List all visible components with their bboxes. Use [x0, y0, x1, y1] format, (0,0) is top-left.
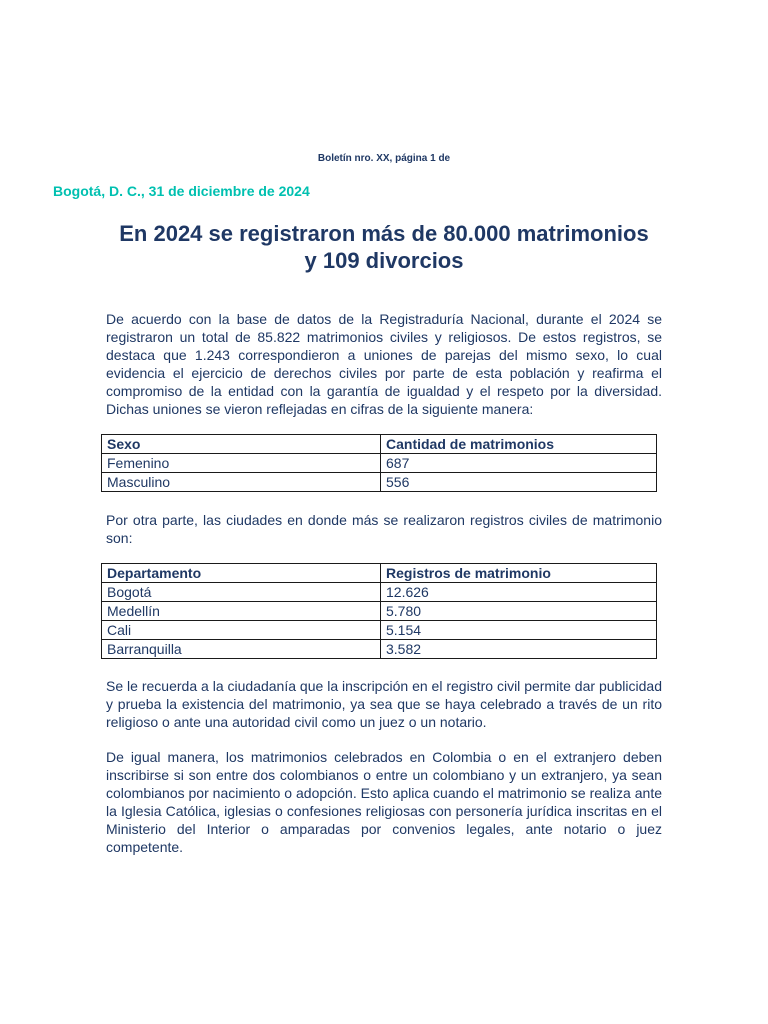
- table-cell: 12.626: [381, 583, 657, 602]
- table-departamento: [101, 563, 657, 659]
- table-row: [102, 473, 657, 492]
- table-row: [102, 640, 657, 659]
- table-row: [102, 621, 657, 640]
- table-row: [102, 583, 657, 602]
- title-line-2: y 109 divorcios: [304, 248, 464, 273]
- table-cell: 5.154: [381, 621, 657, 640]
- column-header-departamento: Departamento: [102, 564, 381, 583]
- dateline: Bogotá, D. C., 31 de diciembre de 2024: [53, 183, 310, 199]
- paragraph-intro: De acuerdo con la base de datos de la Registraduría Nacional, durante el 2024 se registraron un total de 85.822 matrimonios civiles y religiosos. De estos registros, se destaca que 1.243 correspondieron a uniones de parejas del mismo sexo, lo cual evidencia el ejercicio de derechos civiles por parte de esta población y reafirma el compromiso de la entidad con la garantía de igualdad y el respeto por la diversidad. Dichas uniones se vieron reflejadas en cifras de la siguiente manera:: [106, 311, 662, 417]
- table-cell: Masculino: [102, 473, 381, 492]
- column-header-sexo: Sexo: [102, 435, 381, 454]
- page-title: [0, 220, 768, 274]
- table-cell: Medellín: [102, 602, 381, 621]
- table-cell: 5.780: [381, 602, 657, 621]
- column-header-registros: Registros de matrimonio: [381, 564, 657, 583]
- table-cell: 687: [381, 454, 657, 473]
- title-line-1: En 2024 se registraron más de 80.000 matrimonios: [119, 221, 649, 246]
- paragraph-registration-rules: De igual manera, los matrimonios celebrados en Colombia o en el extranjero deben inscribirse si son entre dos colombianos o entre un colombiano y un extranjero, ya sean colombianos por nacimiento o adopción. Esto aplica cuando el matrimonio se realiza ante la Iglesia Católica, iglesias o confesiones religiosas con personería jurídica inscritas en el Ministerio del Interior o amparadas por convenios legales, ante notario o juez competente.: [106, 749, 662, 855]
- paragraph-cities: Por otra parte, las ciudades en donde más se realizaron registros civiles de matrimonio son:: [106, 512, 662, 546]
- bulletin-header: Boletín nro. XX, página 1 de: [317, 153, 451, 164]
- table-cell: 3.582: [381, 640, 657, 659]
- table-cell: Femenino: [102, 454, 381, 473]
- table-cell: Barranquilla: [102, 640, 381, 659]
- table-cell: 556: [381, 473, 657, 492]
- column-header-cantidad: Cantidad de matrimonios: [381, 435, 657, 454]
- table-header-row: [102, 564, 657, 583]
- table-header-row: [102, 435, 657, 454]
- table-row: [102, 454, 657, 473]
- article-body: [106, 310, 662, 856]
- table-cell: Bogotá: [102, 583, 381, 602]
- table-cell: Cali: [102, 621, 381, 640]
- table-sexo: [101, 434, 657, 492]
- paragraph-registry-reminder: Se le recuerda a la ciudadanía que la inscripción en el registro civil permite dar publicidad y prueba la existencia del matrimonio, ya sea que se haya celebrado a través de un rito religioso o ante una autoridad civil como un juez o un notario.: [106, 678, 662, 730]
- table-row: [102, 602, 657, 621]
